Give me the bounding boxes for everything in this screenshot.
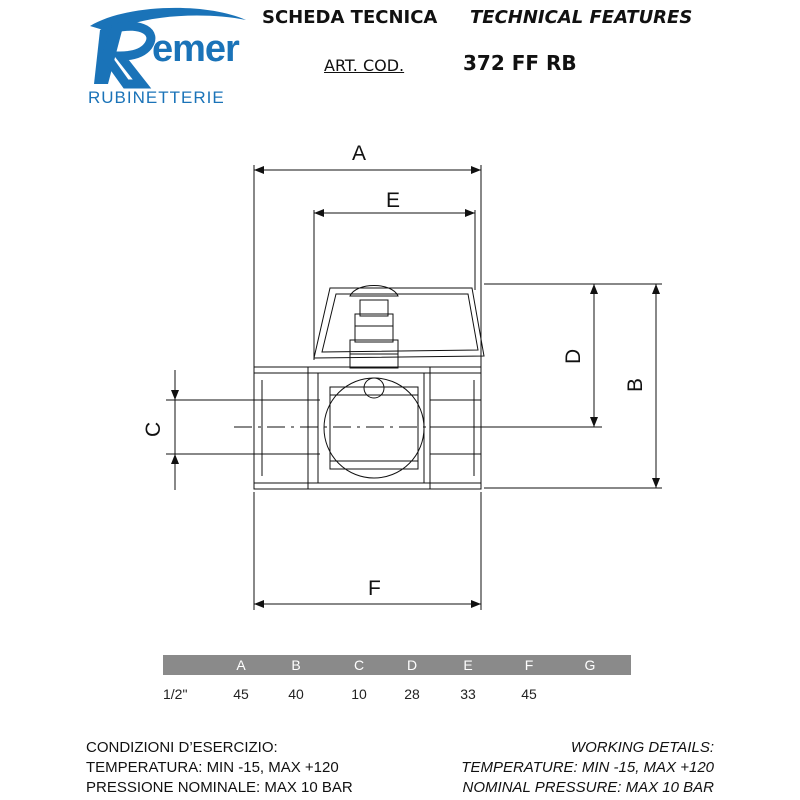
table-cell: 10: [351, 686, 367, 702]
dim-label-d: D: [562, 348, 585, 364]
dim-label-e: E: [386, 189, 401, 212]
dimension-table-header: [163, 655, 631, 675]
working-pressure-en: NOMINAL PRESSURE: MAX 10 BAR: [462, 779, 714, 796]
dim-label-a: A: [352, 142, 367, 165]
table-header-cell: B: [291, 657, 301, 673]
working-temperature-en: TEMPERATURE: MIN -15, MAX +120: [461, 759, 714, 776]
table-header-cell: A: [236, 657, 246, 673]
table-row-size: 1/2": [163, 686, 188, 702]
working-details-italian: [86, 738, 353, 798]
working-title-it: CONDIZIONI D’ESERCIZIO:: [86, 739, 278, 756]
article-code-label: ART. COD.: [324, 56, 405, 75]
table-cell: 28: [404, 686, 420, 702]
table-cell: 33: [460, 686, 476, 702]
logo-subtitle: RUBINETTERIE: [88, 88, 225, 107]
logo-brand-text: emer: [152, 28, 239, 70]
table-cell: 40: [288, 686, 304, 702]
table-cell: 45: [233, 686, 249, 702]
dim-label-f: F: [368, 577, 381, 600]
working-title-en: WORKING DETAILS:: [570, 739, 714, 756]
table-header-cell: D: [406, 657, 418, 673]
table-header-cell: E: [463, 657, 473, 673]
article-code-value: 372 FF RB: [463, 51, 577, 75]
working-details-english: [461, 738, 714, 798]
table-header-cell: G: [584, 657, 596, 673]
table-header-cell: C: [353, 657, 365, 673]
title-italian: SCHEDA TECNICA: [262, 7, 438, 28]
working-pressure-it: PRESSIONE NOMINALE: MAX 10 BAR: [86, 779, 353, 796]
working-temperature-it: TEMPERATURA: MIN -15, MAX +120: [86, 759, 339, 776]
table-cell: 45: [521, 686, 537, 702]
dim-label-b: B: [624, 377, 647, 392]
title-english: TECHNICAL FEATURES: [470, 7, 693, 28]
dim-label-c: C: [142, 421, 165, 437]
table-header-cell: F: [524, 657, 534, 673]
